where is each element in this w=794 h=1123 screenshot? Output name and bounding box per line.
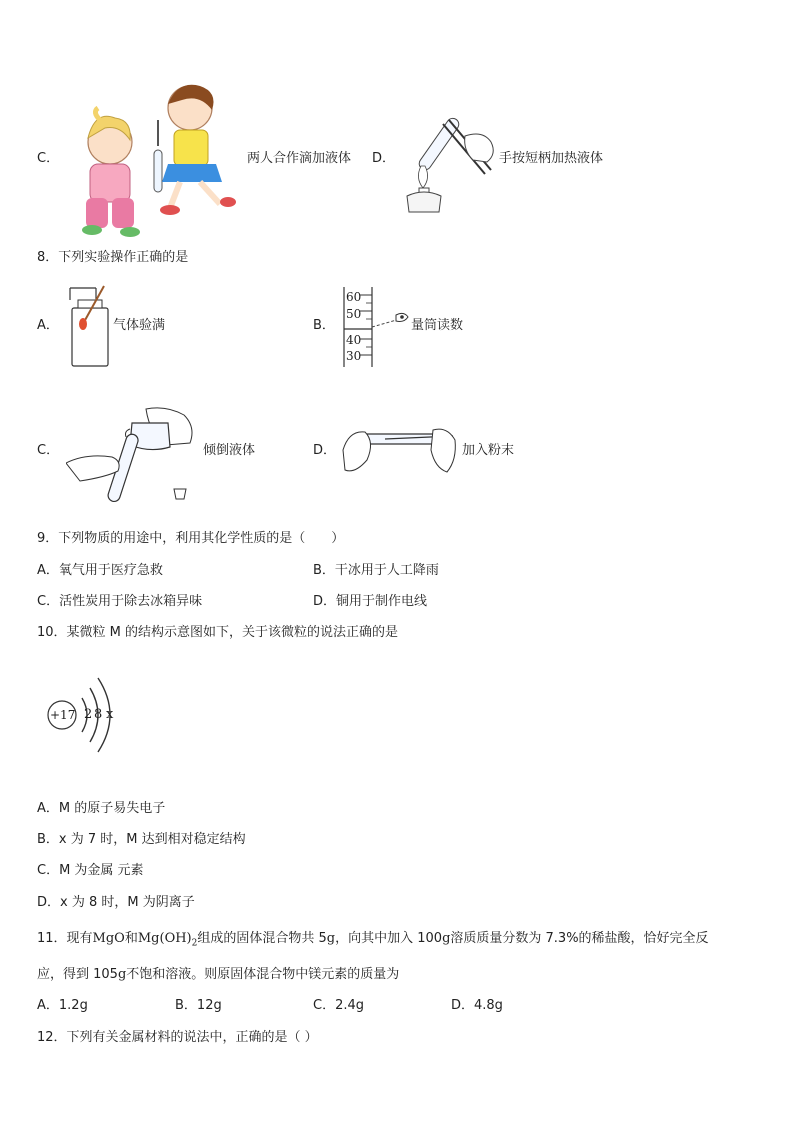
q9-option-c: C．活性炭用于除去冰箱异味 bbox=[37, 594, 203, 609]
shell-3-electrons: x bbox=[106, 707, 114, 722]
q11-text-and: 和 bbox=[124, 931, 138, 946]
cylinder-tick-30: 30 bbox=[346, 349, 362, 363]
unit-g-2: g bbox=[442, 931, 451, 946]
q8-option-d-letter: D． bbox=[313, 443, 337, 458]
q11-stem-line2 bbox=[37, 967, 399, 983]
q7-option-c-image bbox=[70, 80, 245, 238]
q8-option-b-letter: B． bbox=[313, 318, 335, 333]
q10-option-a: A．M 的原子易失电子 bbox=[37, 801, 166, 816]
formula-mgoh2-subscript: 2 bbox=[191, 938, 198, 949]
q7-option-c-letter: C． bbox=[37, 151, 60, 166]
q10-option-c: C．M 为金属 元素 bbox=[37, 863, 144, 878]
nucleus-charge: +17 bbox=[50, 708, 76, 722]
cylinder-tick-40: 40 bbox=[346, 333, 362, 347]
q9-option-a: A．氧气用于医疗急救 bbox=[37, 563, 163, 578]
formula-mgoh2: Mg(OH) bbox=[137, 931, 192, 946]
q11-text-3: ，向其中加入 100 bbox=[335, 931, 443, 946]
q11-stem-line1 bbox=[37, 931, 709, 952]
q10-option-b: B．x 为 7 时，M 达到相对稳定结构 bbox=[37, 832, 246, 847]
q8-option-c-letter: C． bbox=[37, 443, 60, 458]
q12-stem: 12．下列有关金属材料的说法中，正确的是（ ） bbox=[37, 1030, 318, 1045]
q8-option-d-image bbox=[341, 420, 459, 482]
q8-option-a-letter: A． bbox=[37, 318, 59, 333]
q7-option-d-image bbox=[395, 104, 500, 216]
q9-option-b: B．干冰用于人工降雨 bbox=[313, 563, 439, 578]
q10-option-d: D．x 为 8 时，M 为阴离子 bbox=[37, 895, 195, 910]
shell-1-electrons: 2 bbox=[84, 707, 93, 722]
q11-option-d: D．4.8g bbox=[451, 998, 503, 1013]
q7-option-c-caption: 两人合作滴加液体 bbox=[247, 151, 352, 166]
q11-option-b: B．12g bbox=[175, 998, 222, 1013]
unit-g-3: g bbox=[117, 967, 127, 982]
q8-option-c-caption: 倾倒液体 bbox=[203, 443, 256, 458]
q7-option-d-letter: D． bbox=[372, 151, 396, 166]
q7-option-d-caption: 手按短柄加热液体 bbox=[499, 151, 604, 166]
q11-text-5: 应，得到 105 bbox=[37, 967, 118, 982]
q9-option-d: D．铜用于制作电线 bbox=[313, 594, 428, 609]
q8-stem: 8．下列实验操作正确的是 bbox=[37, 250, 189, 265]
q11-text-2: 组成的固体混合物共 5 bbox=[197, 931, 327, 946]
q11-option-a: A．1.2g bbox=[37, 998, 88, 1013]
q8-option-c-image bbox=[66, 405, 201, 510]
q9-stem: 9．下列物质的用途中，利用其化学性质的是（ ） bbox=[37, 531, 345, 546]
q11-option-c: C．2.4g bbox=[313, 998, 365, 1013]
unit-g-1: g bbox=[326, 931, 336, 946]
q11-text-1: 11．现有 bbox=[37, 931, 93, 946]
q11-text-6: 不饱和溶液。则原固体混合物中镁元素的质量为 bbox=[126, 967, 400, 982]
q8-option-a-image bbox=[66, 284, 114, 368]
shell-2-electrons: 8 bbox=[94, 707, 103, 722]
cylinder-tick-50: 50 bbox=[346, 307, 362, 321]
q8-option-d-caption: 加入粉末 bbox=[462, 443, 515, 458]
q11-text-4: 溶质质量分数为 7.3%的稀盐酸，恰好完全反 bbox=[450, 931, 709, 946]
q8-option-b-caption: 量筒读数 bbox=[411, 318, 464, 333]
formula-mgo: MgO bbox=[92, 931, 125, 946]
q8-option-a-caption: 气体验满 bbox=[113, 318, 166, 333]
q10-stem: 10．某微粒 M 的结构示意图如下，关于该微粒的说法正确的是 bbox=[37, 625, 399, 640]
cylinder-tick-60: 60 bbox=[346, 290, 362, 304]
